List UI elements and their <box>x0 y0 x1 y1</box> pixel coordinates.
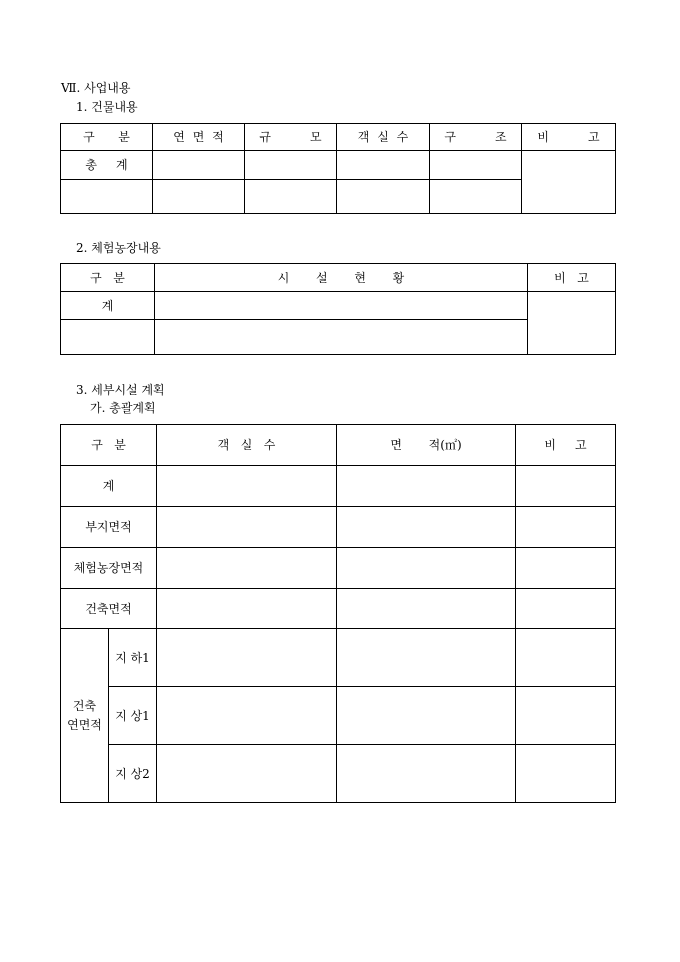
table-cell <box>516 629 616 687</box>
table-cell <box>430 151 522 180</box>
header-structure: 구 조 <box>430 124 522 151</box>
header-remarks: 비 고 <box>516 425 616 466</box>
table-cell <box>337 629 516 687</box>
group-label-line1: 건축 <box>72 698 97 713</box>
table-cell <box>337 180 430 214</box>
group-label-total-floor-area <box>61 629 109 803</box>
table-cell <box>337 687 516 745</box>
table-cell <box>337 507 516 548</box>
table-cell <box>245 151 337 180</box>
table-cell <box>155 320 528 355</box>
table-cell <box>157 466 337 507</box>
remarks-cell <box>528 292 616 355</box>
table-cell <box>153 151 245 180</box>
subsection-overall-plan: 가. 총괄계획 <box>90 401 156 415</box>
row-label-site-area: 부지면적 <box>61 507 157 548</box>
table-cell <box>430 180 522 214</box>
table-cell <box>153 180 245 214</box>
table-cell <box>337 548 516 589</box>
subsection-detail-plan: 3. 세부시설 계획 <box>76 383 165 397</box>
subsection-building: 1. 건물내용 <box>76 100 138 114</box>
header-remarks: 비 고 <box>528 264 616 292</box>
table-cell <box>157 589 337 629</box>
table-cell <box>155 292 528 320</box>
table-cell <box>157 745 337 803</box>
header-category: 구 분 <box>61 264 155 292</box>
table-cell <box>157 687 337 745</box>
table-cell <box>337 151 430 180</box>
row-label-building-area: 건축면적 <box>61 589 157 629</box>
table-cell <box>516 507 616 548</box>
header-room-count: 객 실 수 <box>337 124 430 151</box>
header-scale: 규 모 <box>245 124 337 151</box>
row-label-floor1: 지 상1 <box>109 687 157 745</box>
table-cell <box>337 466 516 507</box>
row-label-total: 계 <box>61 466 157 507</box>
row-label-floor2: 지 상2 <box>109 745 157 803</box>
table-cell <box>61 320 155 355</box>
overall-plan-table <box>60 424 616 803</box>
subsection-farm: 2. 체험농장내용 <box>76 241 161 255</box>
table-cell <box>516 548 616 589</box>
total-label: 계 <box>61 292 155 320</box>
header-floor-area: 연 면 적 <box>153 124 245 151</box>
table-cell <box>516 589 616 629</box>
total-label: 총 계 <box>61 151 153 180</box>
remarks-cell <box>522 151 616 214</box>
header-category: 구 분 <box>61 425 157 466</box>
building-table <box>60 123 616 214</box>
table-cell <box>61 180 153 214</box>
table-cell <box>337 589 516 629</box>
table-cell <box>337 745 516 803</box>
section-title: Ⅶ. 사업내용 <box>61 81 131 95</box>
table-cell <box>516 745 616 803</box>
table-cell <box>516 466 616 507</box>
group-label-line2: 연면적 <box>67 717 102 732</box>
row-label-farm-area: 체험농장면적 <box>61 548 157 589</box>
table-cell <box>516 687 616 745</box>
table-cell <box>245 180 337 214</box>
header-area: 면 적(㎡) <box>337 425 516 466</box>
farm-table <box>60 263 616 355</box>
table-cell <box>157 548 337 589</box>
row-label-basement1: 지 하1 <box>109 629 157 687</box>
header-room-count: 객 실 수 <box>157 425 337 466</box>
table-cell <box>157 629 337 687</box>
header-remarks: 비 고 <box>522 124 616 151</box>
header-facility-status: 시 설 현 황 <box>155 264 528 292</box>
table-cell <box>157 507 337 548</box>
header-category: 구 분 <box>61 124 153 151</box>
